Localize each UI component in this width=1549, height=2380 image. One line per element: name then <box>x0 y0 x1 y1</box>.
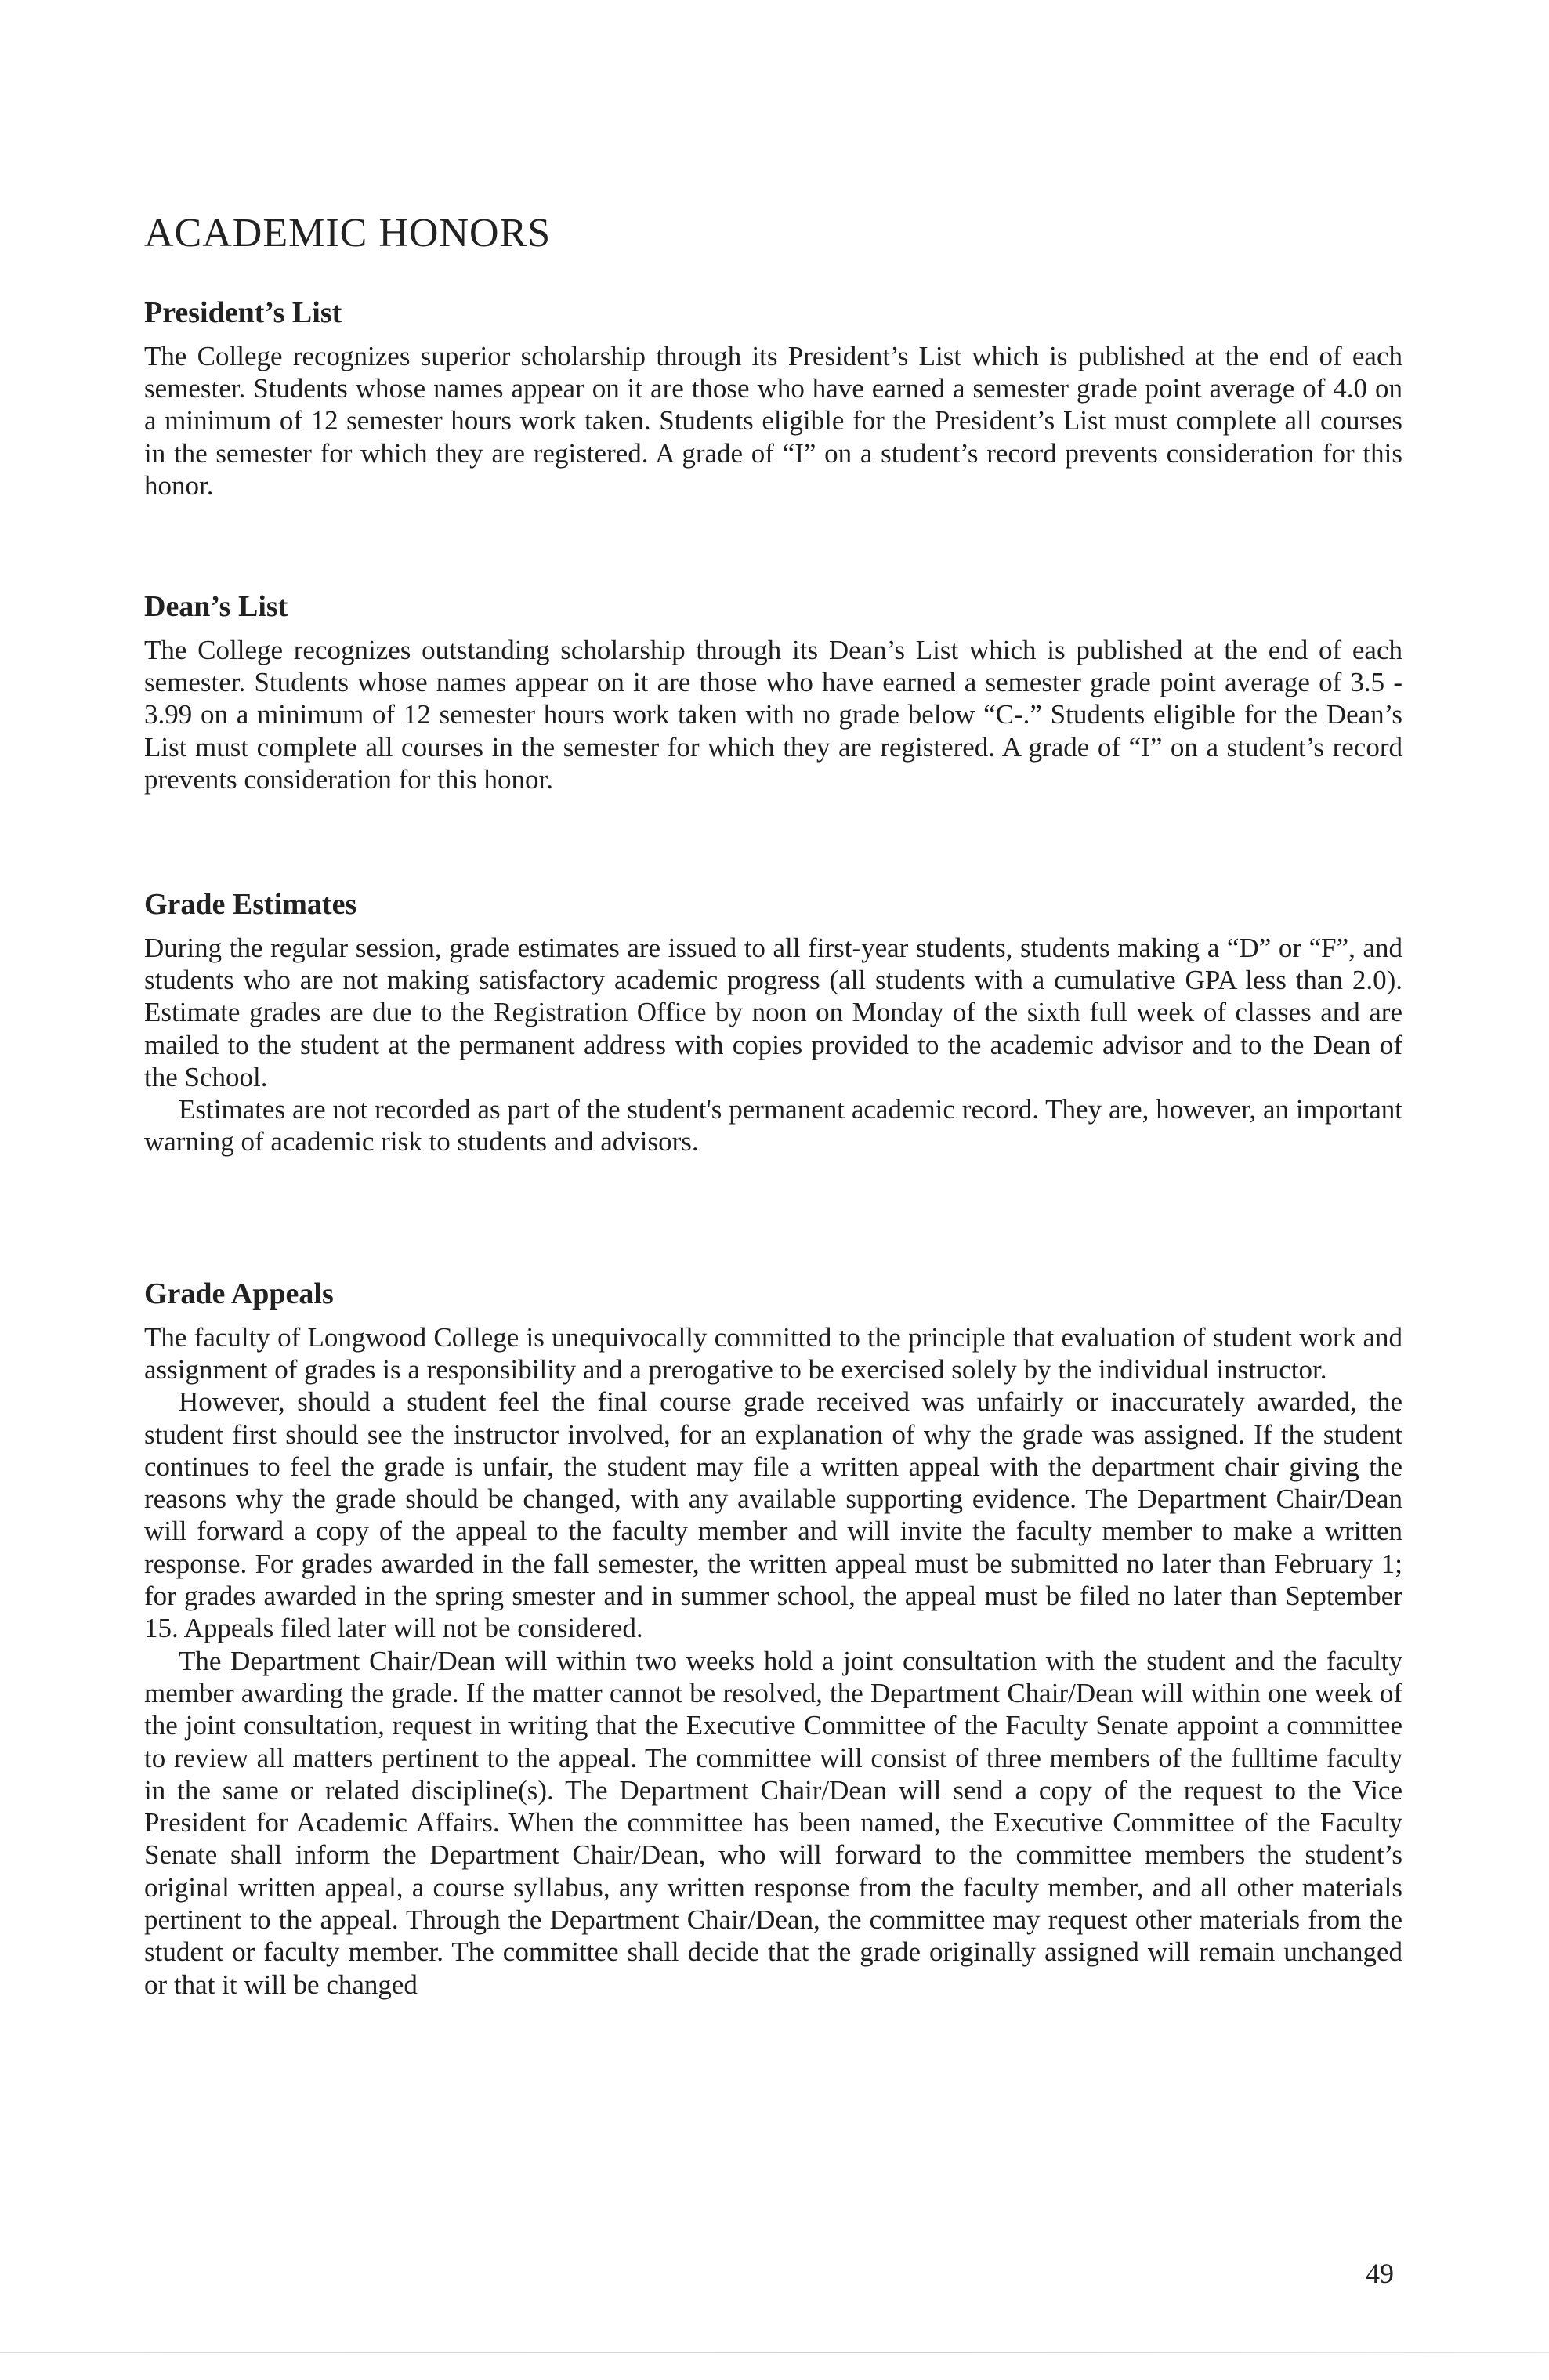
grade-estimates-heading: Grade Estimates <box>144 888 357 921</box>
grade-appeals-paragraph: However, should a student feel the final course grade received was unfairly or inaccurately awarded, the student first should see the instructor involved, for an explanation of why the grade was assigned. If the student continues to feel the grade is unfair, the student may file a written appeal with the department chair giving the reasons why the grade should be changed, with any available supporting evidence. The Department Chair/Dean will forward a copy of the appeal to the faculty member and will invite the faculty member to make a written response. For grades awarded in the fall semester, the written appeal must be submitted no later than February 1; for grades awarded in the spring smester and in summer school, the appeal must be filed no later than September 15. Appeals filed later will not be considered. <box>144 1386 1402 1644</box>
deans-list-heading: Dean’s List <box>144 590 288 623</box>
grade-appeals-paragraph: The Department Chair/Dean will within two weeks hold a joint consultation with the student and the faculty member awarding the grade. If the matter cannot be resolved, the Department Chair/Dean will within one week of the joint consultation, request in writing that the Executive Committee of the Faculty Senate appoint a committee to review all matters pertinent to the appeal. The committee will consist of three members of the fulltime faculty in the same or related discipline(s). The Department Chair/Dean will send a copy of the request to the Vice President for Academic Affairs. When the committee has been named, the Executive Committee of the Faculty Senate shall inform the Department Chair/Dean, who will forward to the committee members the student’s original written appeal, a course syllabus, any written response from the faculty member, and all other materials pertinent to the appeal. Through the Department Chair/Dean, the committee may request other materials from the student or faculty member. The committee shall decide that the grade originally assigned will remain unchanged or that it will be changed <box>144 1645 1402 2000</box>
grade-estimates-paragraph: During the regular session, grade estimates are issued to all first-year students, students making a “D” or “F”, and students who are not making satisfactory academic progress (all students with a cumulative GPA less than 2.0). Estimate grades are due to the Registration Office by noon on Monday of the sixth full week of classes and are mailed to the student at the permanent address with copies provided to the academic advisor and to the Dean of the School. <box>144 932 1402 1092</box>
page-title: ACADEMIC HONORS <box>144 211 552 255</box>
grade-appeals-paragraph: The faculty of Longwood College is unequivocally committed to the principle that evaluation of student work and assignment of grades is a responsibility and a prerogative to be exercised solely by the individual instructor. <box>144 1321 1402 1385</box>
deans-list-section <box>144 590 1402 795</box>
presidents-list-heading: President’s List <box>144 296 342 329</box>
page-number: 49 <box>1366 2258 1394 2289</box>
grade-appeals-heading: Grade Appeals <box>144 1277 334 1310</box>
grade-estimates-paragraph: Estimates are not recorded as part of the student's permanent academic record. They are, however, an important warning of academic risk to students and advisors. <box>144 1094 1402 1157</box>
presidents-list-section <box>144 296 1402 502</box>
grade-appeals-section <box>144 1277 1402 2001</box>
presidents-list-paragraph: The College recognizes superior scholarship through its President’s List which is published at the end of each semester. Students whose names appear on it are those who have earned a semester grade point average of 4.0 on a minimum of 12 semester hours work taken. Students eligible for the President’s List must complete all courses in the semester for which they are registered. A grade of “I” on a student’s record prevents consideration for this honor. <box>144 340 1402 501</box>
grade-estimates-section <box>144 888 1402 1158</box>
footer-divider <box>0 2352 1549 2353</box>
deans-list-paragraph: The College recognizes outstanding scholarship through its Dean’s List which is published at the end of each semester. Students whose names appear on it are those who have earned a semester grade point average of 3.5 - 3.99 on a minimum of 12 semester hours work taken with no grade below “C-.” Students eligible for the Dean’s List must complete all courses in the semester for which they are registered. A grade of “I” on a student’s record prevents consideration for this honor. <box>144 634 1402 795</box>
